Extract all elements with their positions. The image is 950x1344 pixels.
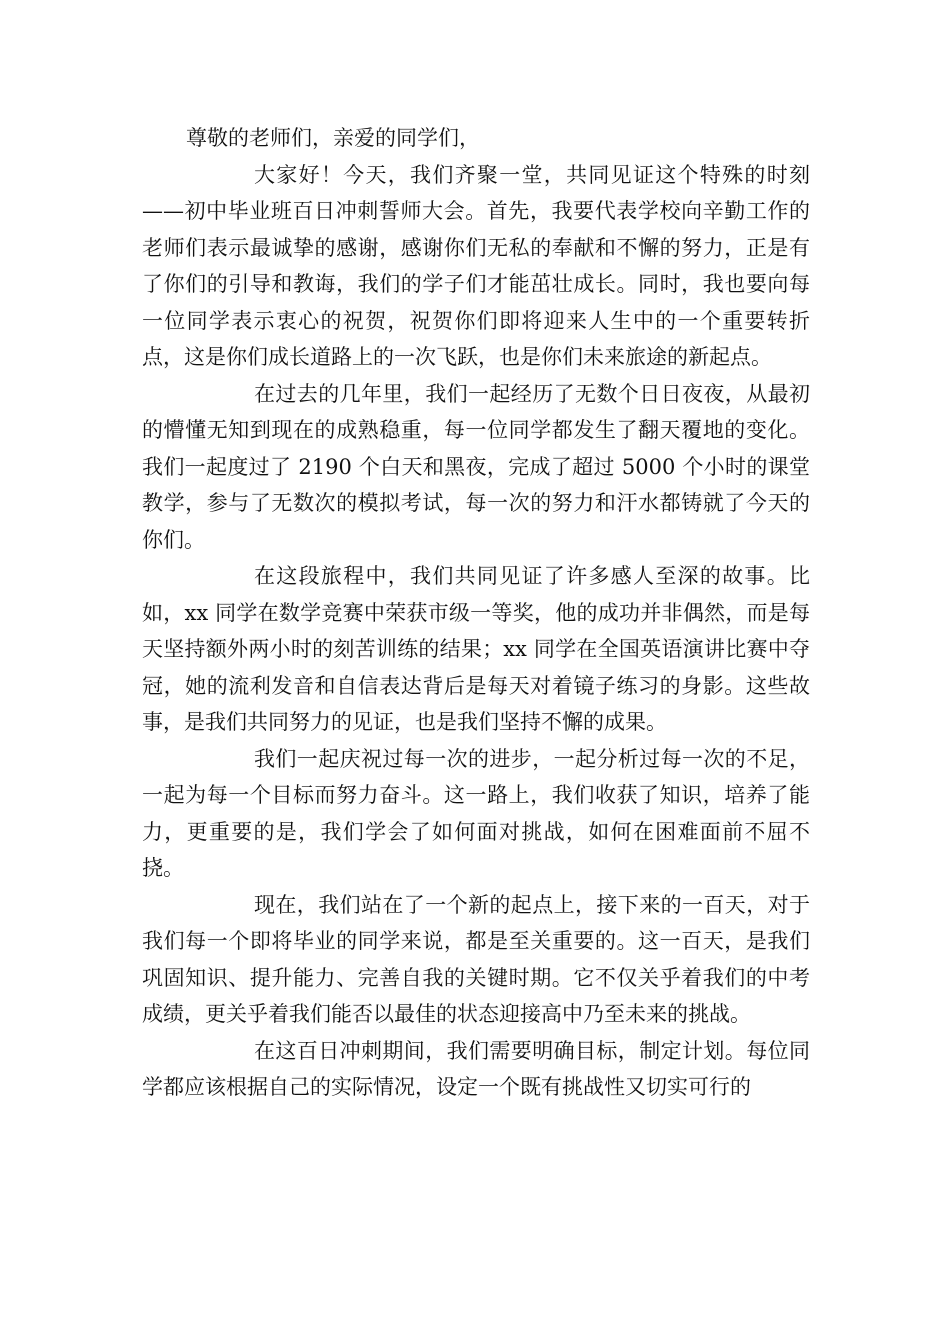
paragraph-greeting: 大家好！今天，我们齐聚一堂，共同见证这个特殊的时刻——初中毕业班百日冲刺誓师大会。首先，我要代表学校向辛勤工作的老师们表示最诚挚的感谢，感谢你们无私的奉献和不懈的努力，正是有了你们的引导和教诲，我们的学子们才能茁壮成长。同时，我也要向每一位同学表示衷心的祝贺，祝贺你们即将迎来人生中的一个重要转折点，这是你们成长道路上的一次飞跃，也是你们未来旅途的新起点。 bbox=[142, 162, 810, 369]
salutation: 尊敬的老师们，亲爱的同学们， bbox=[186, 126, 480, 150]
paragraph-stories: 在这段旅程中，我们共同见证了许多感人至深的故事。比如，xx 同学在数学竞赛中荣获市级一等奖，他的成功并非偶然，而是每天坚持额外两小时的刻苦训练的结果；xx 同学在全国英语演讲比赛中夺冠，她的流利发音和自信表达背后是每天对着镜子练习的身影。这些故事，是我们共同努力的见证，也是我们坚持不懈的成果。 bbox=[142, 564, 810, 734]
paragraph-plan: 在这百日冲刺期间，我们需要明确目标，制定计划。每位同学都应该根据自己的实际情况，设定一个既有挑战性又切实可行的 bbox=[142, 1038, 810, 1099]
paragraph-new-start: 现在，我们站在了一个新的起点上，接下来的一百天，对于我们每一个即将毕业的同学来说，都是至关重要的。这一百天，是我们巩固知识、提升能力、完善自我的关键时期。它不仅关乎着我们的中考成绩，更关乎着我们能否以最佳的状态迎接高中乃至未来的挑战。 bbox=[142, 892, 810, 1026]
document-body bbox=[142, 120, 810, 1106]
paragraph-past-years: 在过去的几年里，我们一起经历了无数个日日夜夜，从最初的懵懂无知到现在的成熟稳重，每一位同学都发生了翻天覆地的变化。我们一起度过了 2190 个白天和黑夜，完成了超过 5000 个小时的课堂教学，参与了无数次的模拟考试，每一次的努力和汗水都铸就了今天的你们。 bbox=[142, 381, 810, 552]
paragraph-celebrate: 我们一起庆祝过每一次的进步，一起分析过每一次的不足，一起为每一个目标而努力奋斗。这一路上，我们收获了知识，培养了能力，更重要的是，我们学会了如何面对挑战，如何在困难面前不屈不挠。 bbox=[142, 746, 810, 880]
